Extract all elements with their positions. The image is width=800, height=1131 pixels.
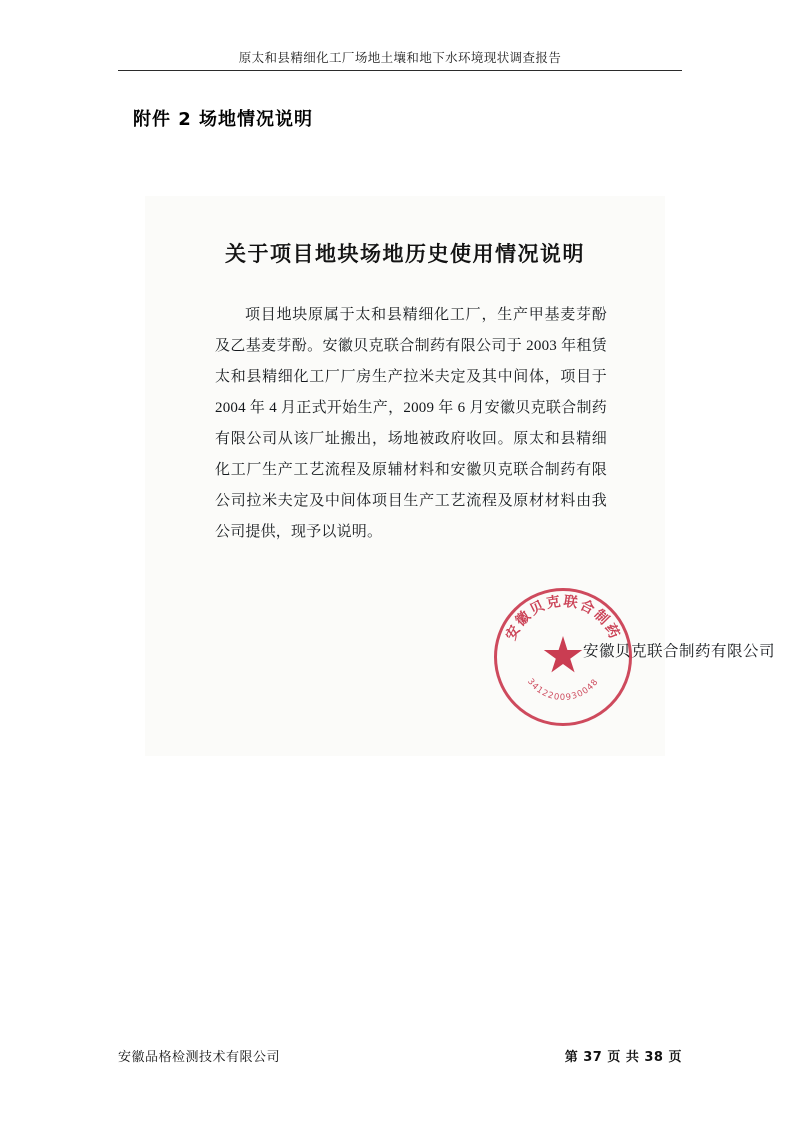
seal-company-name: 安徽贝克联合制药 [503, 593, 623, 643]
attachment-title: 附件 2 场地情况说明 [133, 109, 314, 130]
letter-body: 项目地块原属于太和县精细化工厂，生产甲基麦芽酚及乙基麦芽酚。安徽贝克联合制药有限公司于 2003 年租赁太和县精细化工厂厂房生产拉米夫定及其中间体，项目于 2004 年 4 月正式开始生产，2009 年 6 月安徽贝克联合制药有限公司从该厂址搬出，场地被政府收回。原太和县精细化工厂生产工艺流程及原辅材料和安徽贝克联合制药有限公司拉米夫定及中间体项目生产工艺流程及原材材料由我公司提供，现予以说明。 [215, 307, 607, 540]
seal-registration-number: 3412200930048 [525, 676, 601, 703]
header-divider [118, 70, 682, 71]
seal-bottom-text [494, 588, 632, 726]
footer-page-number: 第 37 页 共 38 页 [564, 1050, 682, 1065]
letter-title: 关于项目地块场地历史使用情况说明 [225, 242, 585, 266]
company-seal-stamp [494, 588, 632, 726]
running-header: 原太和县精细化工厂场地土壤和地下水环境现状调查报告 [238, 51, 562, 65]
letter-signature: 安徽贝克联合制药有限公司 [582, 643, 775, 660]
scanned-letter [145, 196, 775, 756]
footer-company: 安徽品格检测技术有限公司 [118, 1050, 281, 1065]
